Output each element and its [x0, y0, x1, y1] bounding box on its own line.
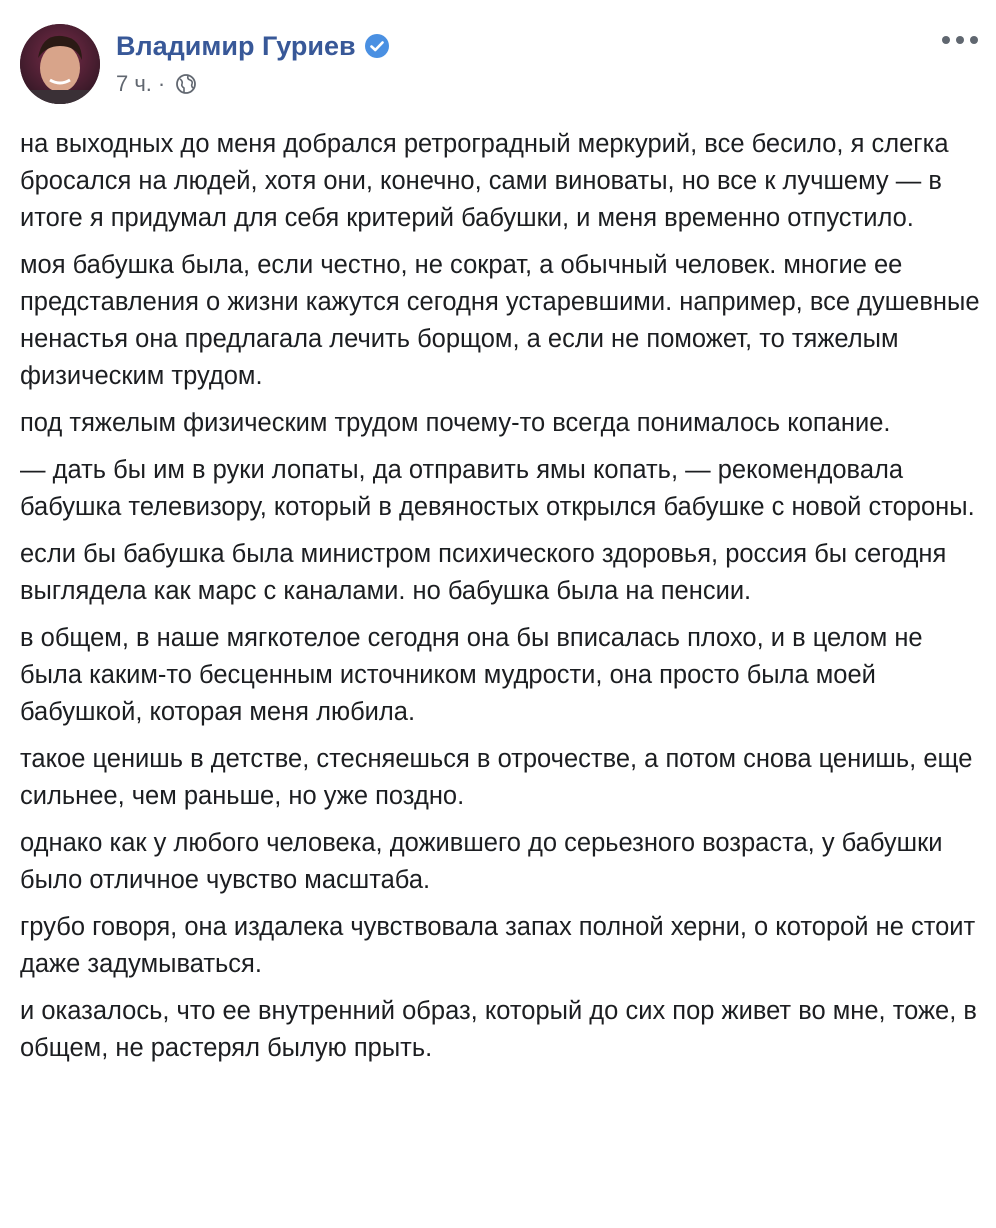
post-paragraph: под тяжелым физическим трудом почему-то всегда понималось копание.: [20, 409, 891, 437]
globe-icon[interactable]: [175, 73, 197, 95]
author-name[interactable]: Владимир Гуриев: [116, 31, 356, 61]
author-row: [116, 30, 390, 62]
post-paragraph: такое ценишь в детстве, стесняешься в отрочестве, а потом снова ценишь, еще сильнее, чем раньше, но уже поздно.: [20, 745, 973, 810]
post-header: [0, 0, 996, 120]
post-paragraph: и оказалось, что ее внутренний образ, который до сих пор живет во мне, тоже, в общем, не растерял былую прыть.: [20, 997, 977, 1062]
avatar[interactable]: [20, 24, 100, 104]
more-dot: [970, 36, 978, 44]
post-paragraph: однако как у любого человека, дожившего до серьезного возраста, у бабушки было отличное чувство масштаба.: [20, 829, 943, 894]
post-text: [20, 126, 980, 1077]
post-meta: [116, 70, 197, 98]
post-timestamp[interactable]: 7 ч.: [116, 71, 152, 96]
post-paragraph: грубо говоря, она издалека чувствовала запах полной херни, о которой не стоит даже задумываться.: [20, 913, 976, 978]
meta-separator: ·: [157, 71, 166, 96]
more-dot: [942, 36, 950, 44]
post-paragraph: — дать бы им в руки лопаты, да отправить ямы копать, — рекомендовала бабушка телевизору, который в девяностых открылся бабушке с новой стороны.: [20, 456, 975, 521]
post-paragraph: если бы бабушка была министром психического здоровья, россия бы сегодня выглядела как марс с каналами. но бабушка была на пенсии.: [20, 540, 947, 605]
verified-badge-icon: [364, 33, 390, 59]
more-options-icon[interactable]: [942, 28, 978, 52]
post-paragraph: на выходных до меня добрался ретроградный меркурий, все бесило, я слегка бросался на людей, хотя они, конечно, сами виноваты, но все к лучшему — в итоге я придумал для себя критерий бабушки, и меня временно отпустило.: [20, 130, 949, 232]
post-paragraph: моя бабушка была, если честно, не сократ, а обычный человек. многие ее представления о жизни кажутся сегодня устаревшими. например, все душевные ненастья она предлагала лечить борщом, а если не поможет, то тяжелым физическим трудом.: [20, 251, 980, 390]
post-paragraph: в общем, в наше мягкотелое сегодня она бы вписалась плохо, и в целом не была каким-то бесценным источником мудрости, она просто была моей бабушкой, которая меня любила.: [20, 624, 923, 726]
more-dot: [956, 36, 964, 44]
